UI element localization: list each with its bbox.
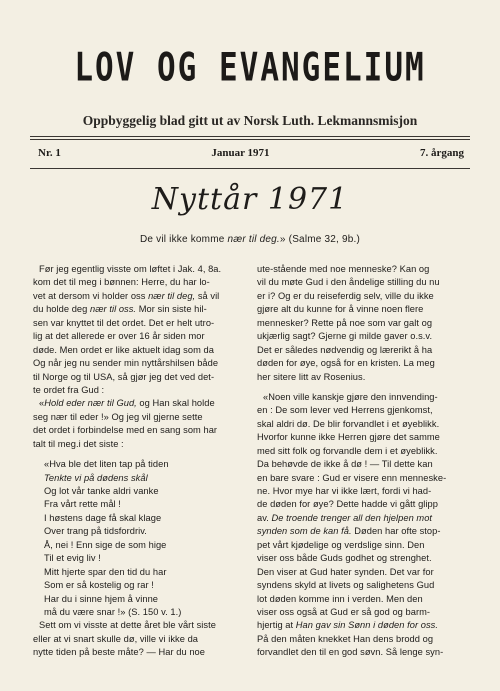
paragraph-gap [33, 451, 245, 458]
issue-date: Januar 1971 [211, 147, 270, 159]
line-text: Sett om vi visste at dette året ble vårt siste [39, 620, 216, 631]
text-line [257, 606, 470, 619]
line-text: hjertig at [257, 620, 296, 631]
text-line [33, 397, 245, 410]
line-text: ukjærlig sagt? Gjerne gi milde gaver o.s.v. [257, 331, 433, 342]
line-text: Og når jeg nu sender min nyttårshilsen både [33, 358, 219, 369]
text-line [33, 317, 245, 330]
text-line [33, 357, 245, 370]
text-line [33, 438, 245, 451]
poem-line [33, 458, 245, 471]
text-line [257, 485, 470, 498]
line-text: må du være snar !» (S. 150 v. 1.) [44, 606, 182, 617]
line-text: til Norge og til USA, så gjør jeg det ved det- [33, 371, 215, 382]
line-italic: synden som de kan få. [257, 526, 352, 537]
right-column [257, 263, 470, 660]
line-text: «Hva ble det liten tap på tiden [44, 459, 169, 470]
text-line [257, 263, 470, 276]
line-text: gjøre alt du kunne for å vinne noen flere [257, 304, 424, 315]
text-line [33, 619, 245, 632]
poem-line [33, 566, 245, 579]
line-text: Over trang på tidsfordriv. [44, 526, 147, 537]
line-text: lot døden komme inn i verden. Men den [257, 593, 423, 604]
verse-italic: nær til deg. [227, 234, 280, 245]
masthead-subtitle: Oppbyggelig blad gitt ut av Norsk Luth. Lekmannsmisjon [82, 113, 418, 128]
line-text: mennesker? Rette på noe som var galt og [257, 317, 433, 328]
line-text: Den viser at Gud hater synden. Det var for [257, 566, 434, 577]
line-text: her sitere litt av Rosenius. [257, 371, 366, 382]
text-line [33, 384, 245, 397]
text-line [257, 391, 470, 404]
poem-line [33, 485, 245, 498]
line-text: Da behøvde de ikke å dø ! — Til dette kan [257, 459, 433, 470]
line-text: På den måten knekket Han dens brodd og [257, 633, 434, 644]
top-rule-double [30, 139, 470, 140]
text-line [257, 371, 470, 384]
line-text: ute-stående med noe menneske? Kan og [257, 264, 430, 274]
line-text: kom det til meg i bønnen: Herre, du har lo- [33, 277, 210, 288]
text-line [33, 633, 245, 646]
issue-volume: 7. årgang [420, 147, 464, 159]
line-text: te ordet fra Gud : [33, 384, 105, 395]
text-line [33, 344, 245, 357]
text-line [33, 411, 245, 424]
line-text-after: Døden har ofte stop- [351, 526, 441, 537]
line-text: Før jeg egentlig visste om løftet i Jak. 4, 8a. [39, 264, 222, 274]
line-text: viser oss både Guds godhet og strenghet. [257, 553, 432, 564]
line-text: nytte tiden på beste måte? — Har du noe [33, 647, 205, 658]
verse-text: De vil ikke komme [139, 234, 228, 245]
text-line [257, 458, 470, 471]
text-line [257, 512, 470, 525]
line-text: skal aldri dø. De blir forvandlet i et øyeblikk. [257, 418, 440, 429]
poem-line [33, 593, 245, 606]
text-line [257, 498, 470, 511]
line-text: døden for øye, også for en kristen. La meg [257, 358, 435, 369]
line-italic: De troende trenger all den hjelpen mot [271, 512, 433, 523]
line-text: vil du møte Gud i den åndelige stilling du nu [257, 277, 440, 288]
line-italic: Tenkte vi på dødens skål [44, 472, 148, 483]
article-verse [0, 234, 500, 245]
line-text: Å, nei ! Enn sige de som hige [44, 539, 167, 550]
poem-line [33, 579, 245, 592]
line-text: er i? Og er du reiseferdig selv, ville du ikke [257, 290, 434, 301]
text-line [33, 263, 245, 276]
line-text-after: Mor sin siste hil- [136, 304, 207, 315]
text-line [257, 525, 470, 538]
text-line [33, 330, 245, 343]
text-line [33, 303, 245, 316]
line-text: en bare svare : Gud er visere enn menneske- [257, 472, 447, 483]
line-text: du holde deg [33, 304, 90, 315]
line-text: Mitt hjerte spar den tid du har [44, 566, 167, 577]
text-line [257, 646, 470, 659]
bottom-rule [30, 168, 470, 169]
verse-reference: » (Salme 32, 9b.) [279, 234, 361, 245]
masthead-title: LOV OG EVANGELIUM [74, 45, 426, 91]
line-text: av. [257, 512, 272, 523]
line-text: talt til meg.i det siste : [33, 438, 124, 449]
poem-line [33, 539, 245, 552]
text-line [257, 290, 470, 303]
text-line [257, 539, 470, 552]
line-text: Har du i sinne hjem å vinne [44, 593, 159, 604]
line-italic: Han gav sin Sønn i døden for oss. [295, 620, 439, 631]
text-line [257, 552, 470, 565]
line-text: ne. Hvor mye har vi ikke lært, fordi vi had- [257, 486, 432, 496]
text-line [257, 344, 470, 357]
line-text: eller at vi snart skulle dø, ville vi ikke da [33, 633, 199, 644]
text-line [257, 357, 470, 370]
text-line [257, 303, 470, 316]
line-text: viser oss også at Gud er så god og barm- [257, 606, 431, 617]
line-text: Det er således nødvendig og lærerikt å ha [257, 344, 433, 355]
line-text: en : De som lever ved Herrens gjenkomst, [257, 405, 433, 416]
text-line [257, 330, 470, 343]
line-text: de døden for øye? Dette hadde vi gått glipp [257, 499, 438, 510]
article-title: Nyttår 1971 [151, 182, 349, 217]
line-italic: nær til deg, [148, 290, 196, 301]
top-rule [30, 136, 470, 137]
line-text: lig at det allerede er over 16 år siden mor [33, 331, 205, 342]
text-line [257, 579, 470, 592]
text-line [257, 431, 470, 444]
line-text: Og lot vår tanke aldri vanke [44, 486, 159, 496]
poem-line [33, 472, 245, 485]
text-line [257, 593, 470, 606]
line-text: Fra vårt rette mål ! [44, 499, 121, 510]
line-text: Til et evig liv ! [44, 553, 101, 564]
text-line [257, 619, 470, 632]
poem-line [33, 525, 245, 538]
text-line [257, 445, 470, 458]
paragraph-gap [257, 384, 470, 391]
line-text-after: og Han skal holde [136, 398, 215, 409]
text-line [257, 566, 470, 579]
line-text: I høstens dage få skal klage [44, 512, 162, 523]
issue-bar [38, 147, 464, 159]
text-line [33, 276, 245, 289]
line-text: pet vårt kjødelige og verdslige sinn. Den [257, 539, 425, 550]
line-text: vet at dersom vi holder oss [33, 290, 149, 301]
line-text: seg nær til eder !» Og jeg vil gjerne sette [33, 411, 203, 422]
line-text: døde. Men ordet er like aktuelt idag som da [33, 344, 214, 355]
line-text: forvandlet den til en god søvn. Så lenge syn- [257, 647, 444, 658]
line-text: syndens skyld at livets og salighetens Gud [257, 580, 435, 591]
text-line [33, 371, 245, 384]
text-line [257, 276, 470, 289]
text-line [257, 633, 470, 646]
poem-line [33, 606, 245, 619]
text-line [33, 646, 245, 659]
text-line [257, 418, 470, 431]
line-text: Hvorfor kunne ikke Herren gjøre det samme [257, 432, 440, 443]
text-line [33, 290, 245, 303]
line-text-after: så vil [195, 290, 220, 301]
line-text: «Noen ville kanskje gjøre den innvending- [263, 391, 438, 402]
issue-number: Nr. 1 [38, 147, 61, 159]
poem-line [33, 512, 245, 525]
left-column [33, 263, 245, 660]
line-text: Som er så kostelig og rar ! [44, 580, 154, 591]
poem-line [33, 498, 245, 511]
line-italic: nær til oss. [90, 304, 137, 315]
line-italic: Hold eder nær til Gud, [44, 398, 137, 409]
text-line [33, 424, 245, 437]
line-text: « [39, 398, 45, 409]
line-text: med sitt folk og forvandle dem i et øyeblikk. [257, 445, 438, 456]
text-line [257, 317, 470, 330]
text-line [257, 472, 470, 485]
line-text: det ordet i forbindelse med en sang som har [33, 425, 218, 436]
line-text: sen var knyttet til det ordet. Det er helt utro- [33, 317, 215, 328]
text-line [257, 404, 470, 417]
poem-line [33, 552, 245, 565]
